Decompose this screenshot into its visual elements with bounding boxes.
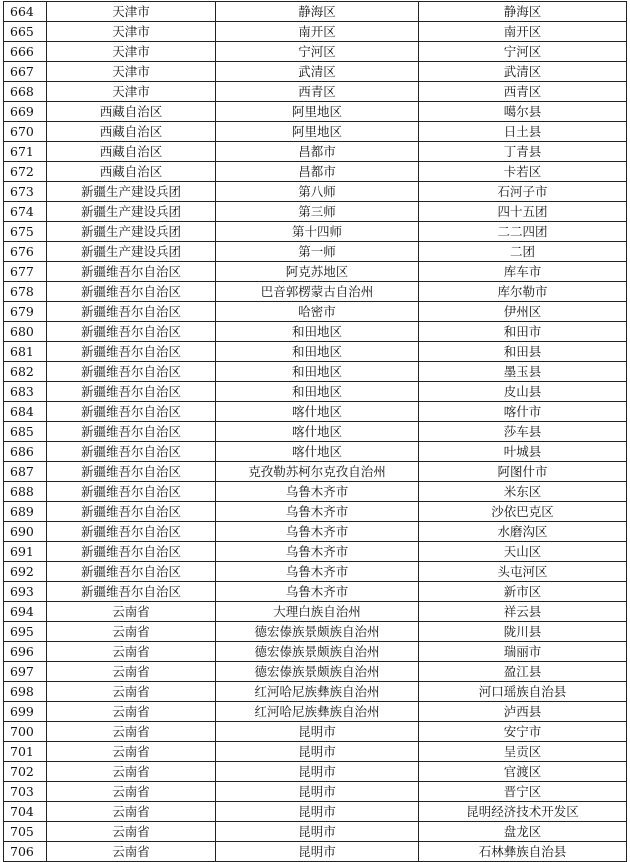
- table-row: [4, 542, 627, 562]
- city-cell: 昆明市: [216, 742, 419, 762]
- table-row: [4, 722, 627, 742]
- row-number-cell: 667: [4, 62, 47, 82]
- table-row: [4, 382, 627, 402]
- province-cell: 新疆维吾尔自治区: [47, 462, 216, 482]
- district-cell: 阿图什市: [419, 462, 627, 482]
- city-cell: 红河哈尼族彝族自治州: [216, 682, 419, 702]
- row-number-cell: 706: [4, 842, 47, 862]
- district-cell: 盘龙区: [419, 822, 627, 842]
- province-cell: 新疆维吾尔自治区: [47, 522, 216, 542]
- district-cell: 石河子市: [419, 182, 627, 202]
- city-cell: 喀什地区: [216, 402, 419, 422]
- table-row: [4, 22, 627, 42]
- district-cell: 莎车县: [419, 422, 627, 442]
- province-cell: 天津市: [47, 82, 216, 102]
- city-cell: 乌鲁木齐市: [216, 522, 419, 542]
- district-cell: 盈江县: [419, 662, 627, 682]
- province-cell: 天津市: [47, 2, 216, 22]
- row-number-cell: 696: [4, 642, 47, 662]
- table-row: [4, 842, 627, 862]
- city-cell: 喀什地区: [216, 442, 419, 462]
- province-cell: 新疆维吾尔自治区: [47, 582, 216, 602]
- province-cell: 新疆生产建设兵团: [47, 182, 216, 202]
- table-row: [4, 142, 627, 162]
- row-number-cell: 670: [4, 122, 47, 142]
- row-number-cell: 693: [4, 582, 47, 602]
- row-number-cell: 704: [4, 802, 47, 822]
- province-cell: 云南省: [47, 682, 216, 702]
- district-cell: 西青区: [419, 82, 627, 102]
- row-number-cell: 680: [4, 322, 47, 342]
- district-cell: 静海区: [419, 2, 627, 22]
- table-row: [4, 482, 627, 502]
- table-row: [4, 282, 627, 302]
- district-cell: 武清区: [419, 62, 627, 82]
- city-cell: 昆明市: [216, 822, 419, 842]
- district-cell: 和田市: [419, 322, 627, 342]
- table-row: [4, 82, 627, 102]
- row-number-cell: 683: [4, 382, 47, 402]
- city-cell: 昆明市: [216, 802, 419, 822]
- city-cell: 和田地区: [216, 362, 419, 382]
- city-cell: 哈密市: [216, 302, 419, 322]
- province-cell: 新疆维吾尔自治区: [47, 402, 216, 422]
- district-cell: 二团: [419, 242, 627, 262]
- table-row: [4, 802, 627, 822]
- province-cell: 云南省: [47, 642, 216, 662]
- table-row: [4, 242, 627, 262]
- district-cell: 库尔勒市: [419, 282, 627, 302]
- row-number-cell: 681: [4, 342, 47, 362]
- city-cell: 克孜勒苏柯尔克孜自治州: [216, 462, 419, 482]
- city-cell: 德宏傣族景颇族自治州: [216, 662, 419, 682]
- city-cell: 乌鲁木齐市: [216, 502, 419, 522]
- city-cell: 宁河区: [216, 42, 419, 62]
- district-cell: 安宁市: [419, 722, 627, 742]
- row-number-cell: 675: [4, 222, 47, 242]
- row-number-cell: 673: [4, 182, 47, 202]
- province-cell: 云南省: [47, 842, 216, 862]
- district-cell: 沙依巴克区: [419, 502, 627, 522]
- table-row: [4, 462, 627, 482]
- row-number-cell: 702: [4, 762, 47, 782]
- district-cell: 晋宁区: [419, 782, 627, 802]
- province-cell: 云南省: [47, 782, 216, 802]
- city-cell: 乌鲁木齐市: [216, 562, 419, 582]
- row-number-cell: 682: [4, 362, 47, 382]
- province-cell: 新疆生产建设兵团: [47, 202, 216, 222]
- city-cell: 昆明市: [216, 782, 419, 802]
- city-cell: 和田地区: [216, 342, 419, 362]
- province-cell: 云南省: [47, 722, 216, 742]
- province-cell: 西藏自治区: [47, 122, 216, 142]
- city-cell: 南开区: [216, 22, 419, 42]
- district-cell: 头屯河区: [419, 562, 627, 582]
- table-row: [4, 402, 627, 422]
- table-row: [4, 742, 627, 762]
- city-cell: 德宏傣族景颇族自治州: [216, 642, 419, 662]
- city-cell: 喀什地区: [216, 422, 419, 442]
- city-cell: 阿克苏地区: [216, 262, 419, 282]
- province-cell: 西藏自治区: [47, 162, 216, 182]
- district-cell: 墨玉县: [419, 362, 627, 382]
- city-cell: 红河哈尼族彝族自治州: [216, 702, 419, 722]
- table-row: [4, 762, 627, 782]
- table-row: [4, 522, 627, 542]
- province-cell: 云南省: [47, 602, 216, 622]
- province-cell: 新疆维吾尔自治区: [47, 422, 216, 442]
- row-number-cell: 690: [4, 522, 47, 542]
- district-cell: 昆明经济技术开发区: [419, 802, 627, 822]
- table-row: [4, 182, 627, 202]
- province-cell: 新疆维吾尔自治区: [47, 442, 216, 462]
- row-number-cell: 686: [4, 442, 47, 462]
- table-row: [4, 2, 627, 22]
- row-number-cell: 689: [4, 502, 47, 522]
- table-row: [4, 362, 627, 382]
- table-row: [4, 202, 627, 222]
- table-row: [4, 422, 627, 442]
- row-number-cell: 701: [4, 742, 47, 762]
- table-row: [4, 582, 627, 602]
- table-row: [4, 642, 627, 662]
- city-cell: 静海区: [216, 2, 419, 22]
- district-cell: 丁青县: [419, 142, 627, 162]
- row-number-cell: 697: [4, 662, 47, 682]
- row-number-cell: 698: [4, 682, 47, 702]
- district-cell: 和田县: [419, 342, 627, 362]
- row-number-cell: 685: [4, 422, 47, 442]
- province-cell: 天津市: [47, 22, 216, 42]
- row-number-cell: 674: [4, 202, 47, 222]
- city-cell: 第八师: [216, 182, 419, 202]
- province-cell: 新疆维吾尔自治区: [47, 302, 216, 322]
- city-cell: 第三师: [216, 202, 419, 222]
- row-number-cell: 691: [4, 542, 47, 562]
- province-cell: 新疆维吾尔自治区: [47, 382, 216, 402]
- city-cell: 乌鲁木齐市: [216, 542, 419, 562]
- row-number-cell: 700: [4, 722, 47, 742]
- province-cell: 西藏自治区: [47, 102, 216, 122]
- region-table: [3, 1, 627, 862]
- row-number-cell: 671: [4, 142, 47, 162]
- province-cell: 云南省: [47, 622, 216, 642]
- city-cell: 德宏傣族景颇族自治州: [216, 622, 419, 642]
- city-cell: 昆明市: [216, 842, 419, 862]
- province-cell: 新疆维吾尔自治区: [47, 322, 216, 342]
- province-cell: 新疆维吾尔自治区: [47, 262, 216, 282]
- table-row: [4, 162, 627, 182]
- row-number-cell: 688: [4, 482, 47, 502]
- row-number-cell: 679: [4, 302, 47, 322]
- district-cell: 祥云县: [419, 602, 627, 622]
- province-cell: 西藏自治区: [47, 142, 216, 162]
- table-row: [4, 562, 627, 582]
- province-cell: 新疆维吾尔自治区: [47, 502, 216, 522]
- province-cell: 天津市: [47, 42, 216, 62]
- city-cell: 第一师: [216, 242, 419, 262]
- row-number-cell: 703: [4, 782, 47, 802]
- table-row: [4, 342, 627, 362]
- city-cell: 昌都市: [216, 162, 419, 182]
- row-number-cell: 677: [4, 262, 47, 282]
- city-cell: 第十四师: [216, 222, 419, 242]
- district-cell: 日土县: [419, 122, 627, 142]
- province-cell: 新疆生产建设兵团: [47, 242, 216, 262]
- city-cell: 西青区: [216, 82, 419, 102]
- city-cell: 阿里地区: [216, 122, 419, 142]
- city-cell: 武清区: [216, 62, 419, 82]
- province-cell: 天津市: [47, 62, 216, 82]
- row-number-cell: 676: [4, 242, 47, 262]
- province-cell: 云南省: [47, 762, 216, 782]
- province-cell: 新疆维吾尔自治区: [47, 562, 216, 582]
- row-number-cell: 665: [4, 22, 47, 42]
- city-cell: 乌鲁木齐市: [216, 482, 419, 502]
- row-number-cell: 669: [4, 102, 47, 122]
- district-cell: 瑞丽市: [419, 642, 627, 662]
- district-cell: 卡若区: [419, 162, 627, 182]
- city-cell: 昆明市: [216, 762, 419, 782]
- row-number-cell: 672: [4, 162, 47, 182]
- row-number-cell: 666: [4, 42, 47, 62]
- table-row: [4, 782, 627, 802]
- row-number-cell: 695: [4, 622, 47, 642]
- province-cell: 云南省: [47, 742, 216, 762]
- table-row: [4, 702, 627, 722]
- province-cell: 新疆维吾尔自治区: [47, 482, 216, 502]
- city-cell: 昌都市: [216, 142, 419, 162]
- province-cell: 新疆维吾尔自治区: [47, 542, 216, 562]
- district-cell: 南开区: [419, 22, 627, 42]
- district-cell: 天山区: [419, 542, 627, 562]
- row-number-cell: 694: [4, 602, 47, 622]
- table-row: [4, 322, 627, 342]
- province-cell: 新疆维吾尔自治区: [47, 342, 216, 362]
- table-row: [4, 262, 627, 282]
- table-row: [4, 622, 627, 642]
- district-cell: 陇川县: [419, 622, 627, 642]
- table-row: [4, 42, 627, 62]
- table-row: [4, 122, 627, 142]
- table-row: [4, 602, 627, 622]
- province-cell: 云南省: [47, 822, 216, 842]
- district-cell: 米东区: [419, 482, 627, 502]
- city-cell: 大理白族自治州: [216, 602, 419, 622]
- city-cell: 昆明市: [216, 722, 419, 742]
- district-cell: 喀什市: [419, 402, 627, 422]
- table-row: [4, 502, 627, 522]
- city-cell: 阿里地区: [216, 102, 419, 122]
- city-cell: 巴音郭楞蒙古自治州: [216, 282, 419, 302]
- district-cell: 新市区: [419, 582, 627, 602]
- table-row: [4, 822, 627, 842]
- row-number-cell: 687: [4, 462, 47, 482]
- district-cell: 宁河区: [419, 42, 627, 62]
- row-number-cell: 692: [4, 562, 47, 582]
- city-cell: 乌鲁木齐市: [216, 582, 419, 602]
- district-cell: 皮山县: [419, 382, 627, 402]
- row-number-cell: 705: [4, 822, 47, 842]
- row-number-cell: 684: [4, 402, 47, 422]
- table-row: [4, 302, 627, 322]
- district-cell: 呈贡区: [419, 742, 627, 762]
- table-row: [4, 222, 627, 242]
- district-cell: 泸西县: [419, 702, 627, 722]
- district-cell: 噶尔县: [419, 102, 627, 122]
- table-row: [4, 662, 627, 682]
- row-number-cell: 668: [4, 82, 47, 102]
- district-cell: 伊州区: [419, 302, 627, 322]
- province-cell: 云南省: [47, 702, 216, 722]
- district-cell: 官渡区: [419, 762, 627, 782]
- district-cell: 四十五团: [419, 202, 627, 222]
- district-cell: 叶城县: [419, 442, 627, 462]
- province-cell: 云南省: [47, 802, 216, 822]
- region-table-body: [4, 2, 627, 862]
- province-cell: 云南省: [47, 662, 216, 682]
- district-cell: 石林彝族自治县: [419, 842, 627, 862]
- table-row: [4, 62, 627, 82]
- district-cell: 河口瑶族自治县: [419, 682, 627, 702]
- city-cell: 和田地区: [216, 382, 419, 402]
- city-cell: 和田地区: [216, 322, 419, 342]
- row-number-cell: 699: [4, 702, 47, 722]
- district-cell: 库车市: [419, 262, 627, 282]
- province-cell: 新疆维吾尔自治区: [47, 362, 216, 382]
- row-number-cell: 664: [4, 2, 47, 22]
- row-number-cell: 678: [4, 282, 47, 302]
- table-row: [4, 442, 627, 462]
- district-cell: 水磨沟区: [419, 522, 627, 542]
- table-row: [4, 102, 627, 122]
- province-cell: 新疆维吾尔自治区: [47, 282, 216, 302]
- province-cell: 新疆生产建设兵团: [47, 222, 216, 242]
- table-row: [4, 682, 627, 702]
- district-cell: 二二四团: [419, 222, 627, 242]
